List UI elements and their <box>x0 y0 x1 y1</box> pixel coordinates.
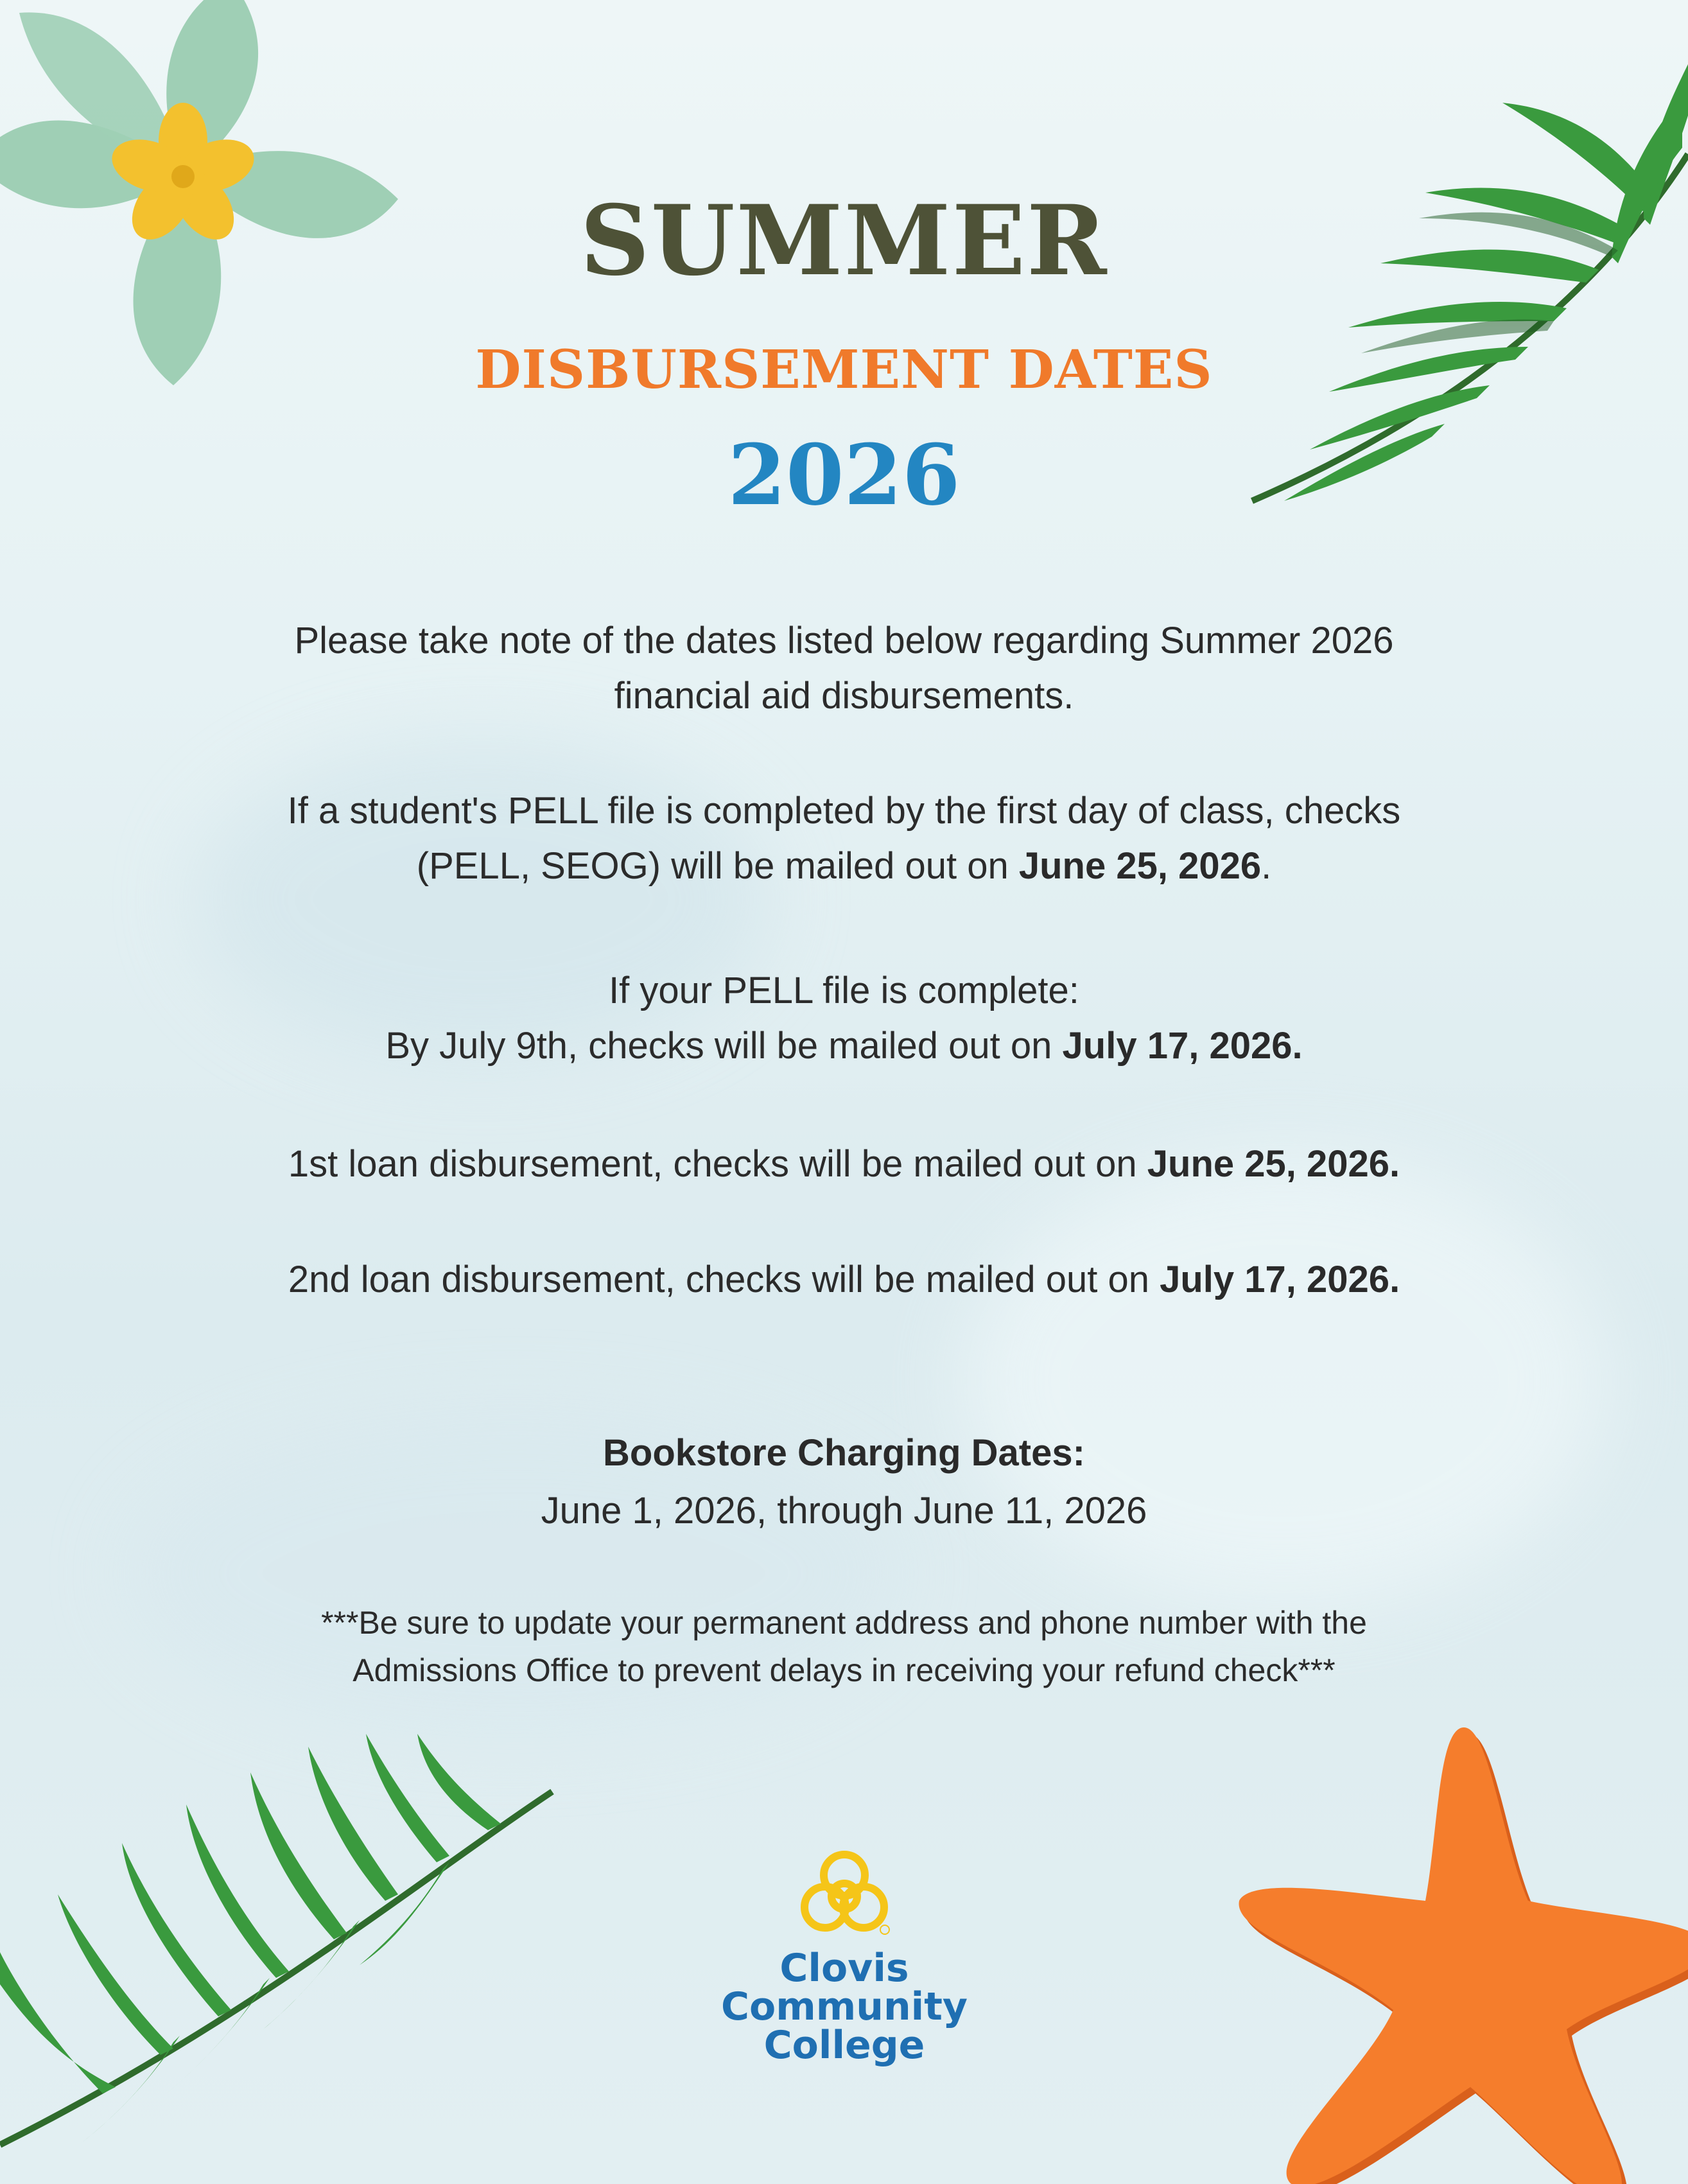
complete-date: July 17, 2026. <box>1062 1025 1303 1067</box>
bookstore-dates: June 1, 2026, through June 11, 2026 <box>541 1490 1147 1532</box>
bookstore-heading <box>161 1426 1527 1481</box>
notice-paragraph <box>161 1599 1527 1694</box>
college-name-line2: Community <box>720 1984 968 2029</box>
college-name-line3: College <box>763 2023 925 2068</box>
complete-line: If your PELL file is complete: <box>609 970 1079 1011</box>
year-heading: 2026 <box>727 426 961 524</box>
complete-paragraph <box>161 963 1527 1074</box>
notice-line: ***Be sure to update your permanent address and phone number with the <box>321 1605 1367 1641</box>
loan2-line <box>161 1252 1527 1307</box>
complete-text: By July 9th, checks will be mailed out on <box>385 1025 1063 1067</box>
pell-line: If a student's PELL file is completed by the first day of class, checks <box>287 790 1401 832</box>
loan1-date: June 25, 2026. <box>1147 1143 1400 1185</box>
loan1-text: 1st loan disbursement, checks will be mailed out on <box>288 1143 1147 1185</box>
complete-line <box>161 1018 1527 1074</box>
intro-line: Please take note of the dates listed below regarding Summer 2026 <box>294 620 1394 661</box>
bookstore-section <box>161 1426 1527 1539</box>
pell-date: June 25, 2026 <box>1018 845 1262 887</box>
bookstore-heading-text: Bookstore Charging Dates: <box>603 1432 1085 1474</box>
loan1-line <box>161 1137 1527 1192</box>
palm-leaf-icon <box>0 1734 578 2184</box>
notice-line: Admissions Office to prevent delays in receiving your refund check*** <box>352 1652 1336 1688</box>
pell-line <box>161 839 1527 894</box>
page-title: SUMMER <box>580 184 1108 297</box>
celtic-knot-logo-icon <box>796 1846 892 1943</box>
page-subtitle: DISBURSEMENT DATES <box>475 339 1213 401</box>
starfish-icon <box>1220 1702 1688 2184</box>
pell-paragraph <box>161 783 1527 894</box>
pell-text: (PELL, SEOG) will be mailed out on <box>416 845 1019 887</box>
loan2-date: July 17, 2026. <box>1160 1259 1400 1300</box>
college-name-line1: Clovis <box>779 1946 909 1991</box>
intro-paragraph <box>161 613 1527 724</box>
loan2-text: 2nd loan disbursement, checks will be mailed out on <box>288 1259 1160 1300</box>
intro-line: financial aid disbursements. <box>614 675 1074 717</box>
pell-end: . <box>1261 845 1272 887</box>
